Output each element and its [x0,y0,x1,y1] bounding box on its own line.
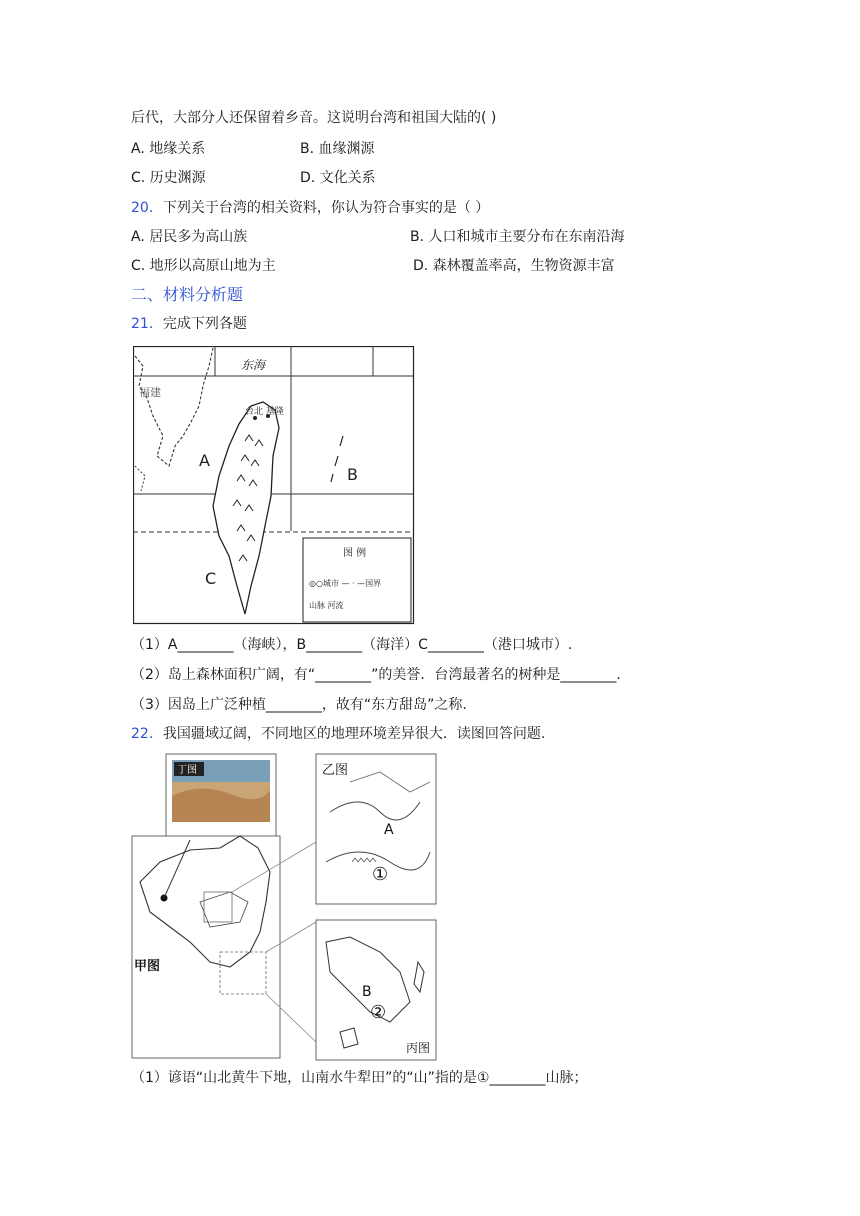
label-b-bing: B [362,984,372,1000]
q20-option-c[interactable]: C. 地形以高原山地为主 [131,258,276,274]
china-composite-map [130,752,440,1062]
q22-stem [131,724,545,744]
q19-option-c[interactable]: C. 历史渊源 [131,170,206,186]
sea-label: 东海 [241,358,266,372]
yi-label: 乙图 [322,763,349,778]
section-heading: 二、材料分析题 [131,285,244,304]
legend-title: 图 例 [343,548,367,559]
q19-option-b[interactable]: B. 血缘渊源 [300,141,375,157]
q21-sub-2: （2）岛上森林面积广阔，有“________”的美誉．台湾最著名的树种是________. [131,667,621,683]
circle-1-label: ① [372,864,389,885]
taiwan-map [133,346,415,625]
legend-row-2: 山脉 河流 [309,601,344,610]
circle-2-label: ② [370,1002,387,1023]
q21-number: 21． [131,316,163,332]
q20-stem [131,198,489,218]
q22-sub-1: （1）谚语“山北黄牛下地，山南水牛犁田”的“山”指的是①________山脉； [131,1070,588,1086]
q19-option-a[interactable]: A. 地缘关系 [131,141,206,157]
label-b: B [347,465,358,484]
bing-label: 丙图 [406,1041,431,1055]
q21-stem [131,314,247,334]
q20-option-a[interactable]: A. 居民多为高山族 [131,229,248,245]
q19-stem-tail: 后代，大部分人还保留着乡音。这说明台湾和祖国大陆的( ) [131,110,497,126]
q22-number: 22． [131,726,163,742]
q20-option-d[interactable]: D. 森林覆盖率高，生物资源丰富 [413,258,615,274]
ding-label: 丁图 [177,765,197,776]
q21-stem-text: 完成下列各题 [162,316,247,332]
label-c: C [205,569,217,588]
label-a-yi: A [384,822,394,838]
legend-row-1: ◎○城市 — · —国界 [309,579,382,588]
q20-stem-text: 下列关于台湾的相关资料，你认为符合事实的是（ ） [162,200,490,216]
q19-option-d[interactable]: D. 文化关系 [300,170,376,186]
q21-sub-1: （1）A________（海峡），B________（海洋）C________（港口城市）. [131,637,573,653]
jia-label: 甲图 [134,959,161,974]
city-label: 台北 基隆 [245,407,284,417]
q20-number: 20． [131,200,163,216]
q21-sub-3: （3）因岛上广泛种植________，故有“东方甜岛”之称. [131,697,467,713]
q20-option-b[interactable]: B. 人口和城市主要分布在东南沿海 [410,229,625,245]
province-label: 福建 [139,386,161,399]
q22-stem-text: 我国疆域辽阔，不同地区的地理环境差异很大．读图回答问题. [162,726,546,742]
label-a: A [199,451,210,470]
